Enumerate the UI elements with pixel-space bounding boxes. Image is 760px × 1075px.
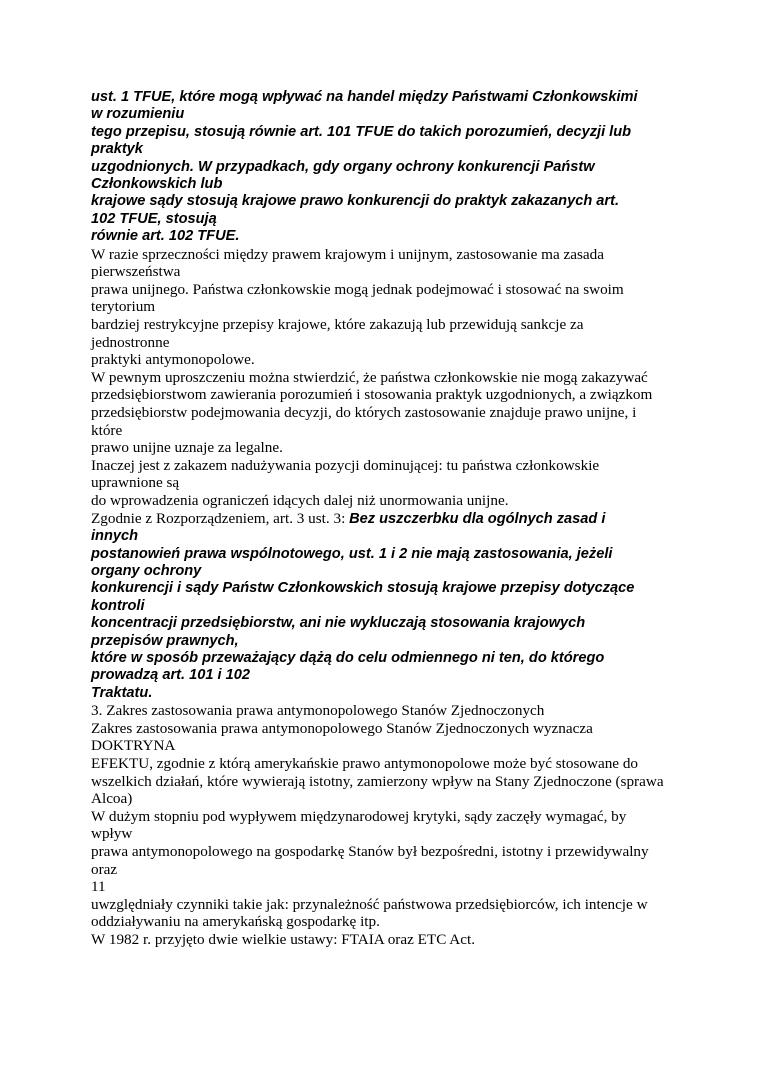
text-line: uzgodnionych. W przypadkach, gdy organy ochrony konkurencji Państw xyxy=(91,158,595,175)
text-line: prawo unijne uznaje za legalne. xyxy=(91,439,283,457)
text-line: równie art. 102 TFUE. xyxy=(91,228,240,245)
text-line: do wprowadzenia ograniczeń idących dalej niż unormowania unijne. xyxy=(91,491,509,509)
bold-italic-run: Bez uszczerbku dla ogólnych zasad i xyxy=(349,510,606,527)
text-line: przedsiębiorstwom zawierania porozumień i stosowania praktyk uzgodnionych, a związkom xyxy=(91,386,653,404)
text-line-mixed xyxy=(91,510,681,529)
text-line: innych xyxy=(91,528,139,545)
text-line: prawa unijnego. Państwa członkowskie mogą jednak podejmować i stosować na swoim xyxy=(91,280,624,298)
text-line: które w sposób przeważający dążą do celu odmiennego ni ten, do którego xyxy=(91,650,605,666)
page-number: 11 xyxy=(91,878,106,896)
text-line: Zakres zastosowania prawa antymonopolowego Stanów Zjednoczonych wyznacza xyxy=(91,719,593,737)
text-line: terytorium xyxy=(91,298,156,316)
text-line: Inaczej jest z zakazem nadużywania pozycji dominującej: tu państwa członkowskie xyxy=(91,456,600,474)
text-line: Członkowskich lub xyxy=(91,176,223,193)
text-line: prawa antymonopolowego na gospodarkę Stanów był bezpośredni, istotny i przewidywalny xyxy=(91,842,649,860)
text-line: 102 TFUE, stosują xyxy=(91,210,217,227)
text-line: pierwszeństwa xyxy=(91,263,181,281)
text-line: organy ochrony xyxy=(91,562,202,579)
text-line: EFEKTU, zgodnie z którą amerykańskie prawo antymonopolowe może być stosowane do xyxy=(91,755,639,772)
text-line: wpływ xyxy=(91,825,133,843)
text-line: przepisów prawnych, xyxy=(91,632,239,649)
text-line: uprawnione są xyxy=(91,474,180,492)
text-line: uwzględniały czynniki takie jak: przynależność państwowa przedsiębiorców, ich intencje w xyxy=(91,895,648,913)
text-line: DOKTRYNA xyxy=(91,737,176,755)
text-line: krajowe sądy stosują krajowe prawo konkurencji do praktyk zakazanych art. xyxy=(91,193,620,210)
text-line: W razie sprzeczności między prawem krajowym i unijnym, zastosowanie ma zasada xyxy=(91,245,604,263)
text-line: Alcoa) xyxy=(91,790,133,808)
text-line: w rozumieniu xyxy=(91,106,185,123)
text-line: Traktatu. xyxy=(91,684,153,701)
text-line: które xyxy=(91,421,123,439)
text-line: kontroli xyxy=(91,597,145,614)
text-line: ust. 1 TFUE, które mogą wpływać na handel między Państwami Członkowskimi xyxy=(91,89,638,105)
text-line: bardziej restrykcyjne przepisy krajowe, które zakazują lub przewidują sankcje za xyxy=(91,316,584,334)
text-line: oraz xyxy=(91,860,118,878)
document-page xyxy=(91,89,681,949)
text-line: koncentracji przedsiębiorstw, ani nie wykluczają stosowania krajowych xyxy=(91,615,586,632)
section-heading: 3. Zakres zastosowania prawa antymonopolowego Stanów Zjednoczonych xyxy=(91,702,545,720)
regular-run: Zgodnie z Rozporządzeniem, art. 3 ust. 3: xyxy=(91,509,350,527)
text-line: praktyki antymonopolowe. xyxy=(91,351,255,369)
text-line: oddziaływaniu na amerykańską gospodarkę itp. xyxy=(91,913,380,931)
text-line: wszelkich działań, które wywierają istotny, zamierzony wpływ na Stany Zjednoczone (sprawa xyxy=(91,772,664,790)
text-line: postanowień prawa wspólnotowego, ust. 1 i 2 nie mają zastosowania, jeżeli xyxy=(91,545,613,562)
text-line: tego przepisu, stosują równie art. 101 TFUE do takich porozumień, decyzji lub xyxy=(91,123,632,140)
text-line: praktyk xyxy=(91,141,143,158)
text-line: W dużym stopniu pod wypływem międzynarodowej krytyki, sądy zaczęły wymagać, by xyxy=(91,807,627,825)
text-line: W pewnym uproszczeniu można stwierdzić, że państwa członkowskie nie mogą zakazywać xyxy=(91,368,648,386)
text-line: prowadzą art. 101 i 102 xyxy=(91,667,250,684)
text-line: przedsiębiorstw podejmowania decyzji, do których zastosowanie znajduje prawo unijne, i xyxy=(91,404,637,421)
text-line: W 1982 r. przyjęto dwie wielkie ustawy: FTAIA oraz ETC Act. xyxy=(91,930,476,948)
text-line: jednostronne xyxy=(91,333,170,351)
text-line: konkurencji i sądy Państw Członkowskich stosują krajowe przepisy dotyczące xyxy=(91,580,635,597)
